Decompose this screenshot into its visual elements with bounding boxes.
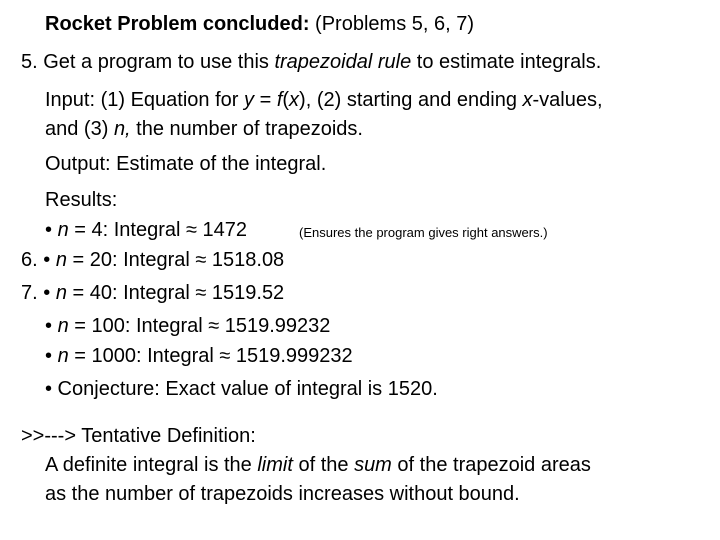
problem-5-italic: trapezoidal rule <box>274 51 412 73</box>
results-row-2 <box>21 248 284 272</box>
problem-5-suffix: to estimate integrals. <box>411 51 602 73</box>
result-text: = 100: Integral ≈ 1519.99232 <box>68 315 331 337</box>
definition-limit: limit <box>257 454 293 476</box>
result-text: = 40: Integral ≈ 1519.52 <box>66 282 285 304</box>
var-n: n <box>57 345 69 367</box>
var-n: n <box>55 249 67 271</box>
definition-text: of the trapezoid areas <box>391 454 591 476</box>
var-n: n <box>55 282 67 304</box>
result-text: = 20: Integral ≈ 1518.08 <box>66 249 285 271</box>
var-x: x <box>289 89 300 111</box>
open-paren: ( <box>282 89 290 111</box>
definition-line-1 <box>45 453 591 477</box>
input-line-1 <box>45 88 603 112</box>
results-note: (Ensures the program gives right answers.) <box>299 225 548 240</box>
input-text-end: -values, <box>532 89 603 111</box>
definition-heading: >>---> Tentative Definition: <box>21 425 256 447</box>
bullet: • <box>43 282 56 304</box>
bullet: • <box>45 315 58 337</box>
bullet: • <box>45 219 58 241</box>
conjecture-line: • Conjecture: Exact value of integral is 1520. <box>45 378 438 400</box>
problem-5-prefix: 5. Get a program to use this <box>21 51 275 73</box>
definition-text: A definite integral is the <box>45 454 258 476</box>
problem-number: 6. <box>21 249 44 271</box>
result-text: = 1000: Integral ≈ 1519.999232 <box>68 345 353 367</box>
input-line-2-end: the number of trapezoids. <box>130 118 363 140</box>
problem-5-line <box>21 50 601 74</box>
input-text: Input: (1) Equation for <box>45 89 245 111</box>
var-n: n <box>57 315 69 337</box>
equals-sign: = <box>254 89 277 111</box>
var-x-2: x <box>522 89 533 111</box>
var-n: n <box>57 219 69 241</box>
results-label: Results: <box>45 189 118 211</box>
input-text-mid: ), (2) starting and ending <box>299 89 523 111</box>
definition-line-2: as the number of trapezoids increases without bound. <box>45 483 520 505</box>
results-row-4 <box>45 314 330 338</box>
slide-title <box>45 12 474 36</box>
output-line: Output: Estimate of the integral. <box>45 153 327 175</box>
var-n: n, <box>113 118 131 140</box>
results-row-3 <box>21 281 284 305</box>
results-row-1 <box>45 218 247 242</box>
results-row-5 <box>45 344 353 368</box>
definition-sum: sum <box>354 454 392 476</box>
definition-text: of the <box>292 454 355 476</box>
result-text: = 4: Integral ≈ 1472 <box>68 219 248 241</box>
title-bold-text: Rocket Problem concluded: <box>45 13 310 35</box>
input-line-2 <box>45 117 363 141</box>
problem-number: 7. <box>21 282 44 304</box>
bullet: • <box>43 249 56 271</box>
input-line-2-start: and (3) <box>45 118 114 140</box>
var-f: f <box>276 89 283 111</box>
bullet: • <box>45 345 58 367</box>
var-y: y <box>244 89 255 111</box>
title-rest-text: (Problems 5, 6, 7) <box>309 13 475 35</box>
